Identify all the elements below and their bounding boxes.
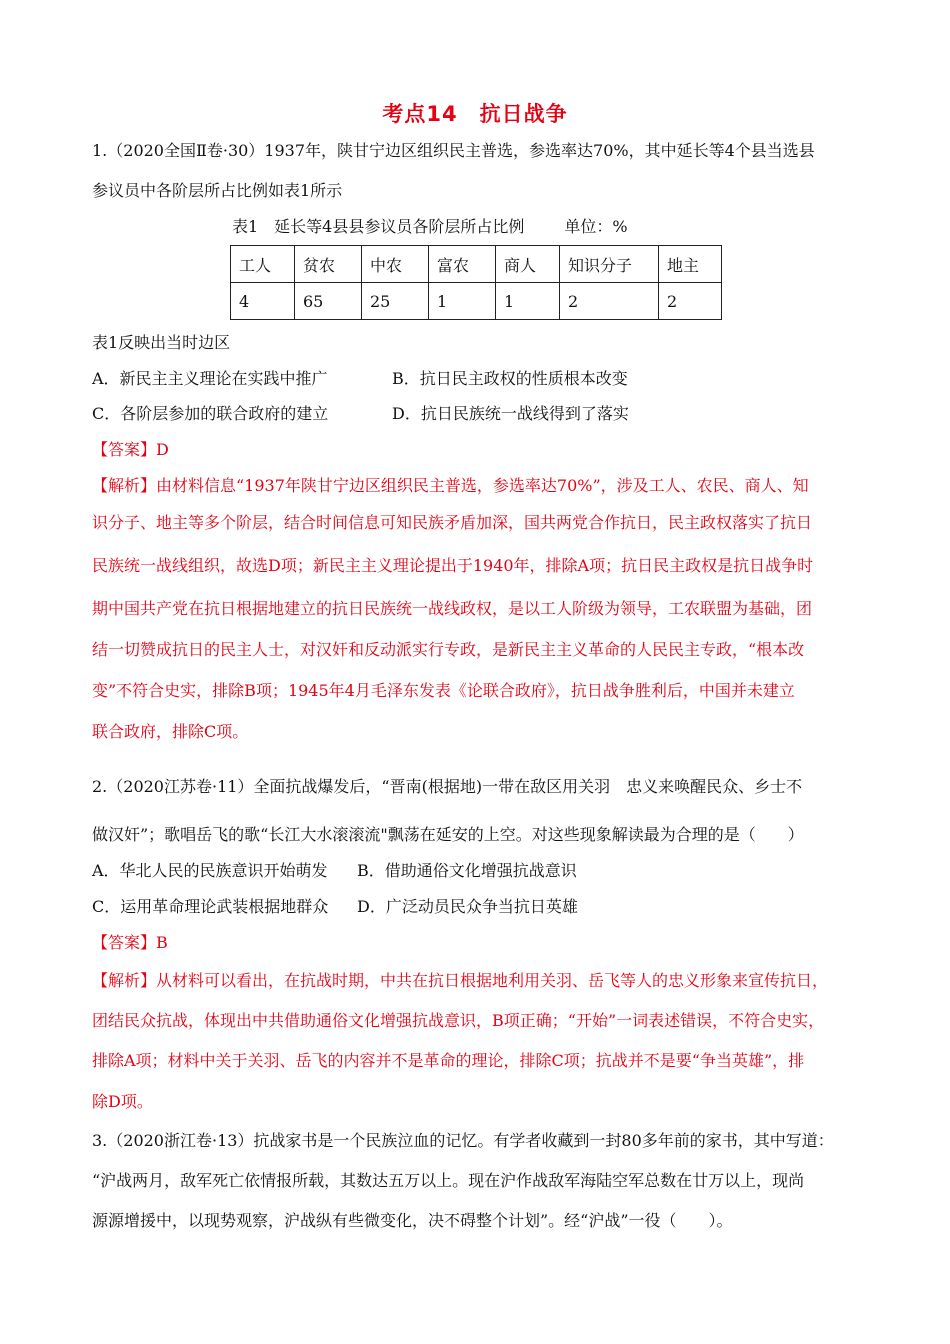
- q2-answer: 【答案】B: [92, 933, 168, 952]
- q2-option-a: A．华北人民的民族意识开始萌发: [92, 861, 328, 880]
- q1-option-d: D．抗日民族统一战线得到了落实: [392, 404, 629, 423]
- q2-analysis-line: 除D项。: [92, 1092, 153, 1111]
- q2-analysis-line: 排除A项；材料中关于关羽、岳飞的内容并不是革命的理论，排除C项；抗战并不是要“争当英雄”，排: [92, 1051, 805, 1070]
- q1-prompt: 表1反映出当时边区: [92, 333, 231, 352]
- q1-stem-line-2: 参议员中各阶层所占比例如表1所示: [92, 181, 343, 200]
- q1-analysis-line: 民族统一战线组织，故选D项；新民主主义理论提出于1940年，排除A项；抗日民主政权是抗日战争时: [92, 556, 814, 575]
- q1-stem-line-1: 1.（2020全国Ⅱ卷·30）1937年，陕甘宁边区组织民主普选，参选率达70%，其中延长等4个县当选县: [92, 141, 815, 160]
- q2-option-b: B．借助通俗文化增强抗战意识: [357, 861, 577, 880]
- table-header-cell: 商人: [496, 246, 560, 283]
- q1-options-row-1: [92, 366, 862, 389]
- q1-analysis-line: 识分子、地主等多个阶层，结合时间信息可知民族矛盾加深，国共两党合作抗日，民主政权落实了抗日: [92, 513, 813, 532]
- table-cell: 1: [496, 283, 560, 320]
- q1-analysis-line: 变”不符合史实，排除B项；1945年4月毛泽东发表《论联合政府》，抗日战争胜利后，中国并未建立: [92, 681, 795, 700]
- table-header-cell: 地主: [659, 246, 722, 283]
- table-caption-unit: 单位：%: [564, 217, 628, 236]
- table-header-cell: 知识分子: [560, 246, 659, 283]
- table-cell: 4: [231, 283, 295, 320]
- table-header-cell: 贫农: [295, 246, 362, 283]
- q1-option-b: B．抗日民主政权的性质根本改变: [392, 369, 628, 388]
- table-header-cell: 富农: [429, 246, 496, 283]
- q2-option-c: C．运用革命理论武装根据地群众: [92, 897, 329, 916]
- q1-option-c: C．各阶层参加的联合政府的建立: [92, 404, 329, 423]
- q2-analysis-line: 【解析】从材料可以看出，在抗战时期，中共在抗日根据地利用关羽、岳飞等人的忠义形象来宣传抗日，: [92, 971, 829, 990]
- table-header-cell: 工人: [231, 246, 295, 283]
- table-cell: 25: [362, 283, 429, 320]
- table-caption: [232, 214, 628, 237]
- table-cell: 1: [429, 283, 496, 320]
- q2-analysis-line: 团结民众抗战，体现出中共借助通俗文化增强抗战意识，B项正确；“开始”一词表述错误，不符合史实，: [92, 1011, 825, 1030]
- q3-stem-line: “沪战两月，敌军死亡依情报所载，其数达五万以上。现在沪作战敌军海陆空军总数在廿万以上，现尚: [92, 1171, 805, 1190]
- q1-answer: 【答案】D: [92, 440, 169, 459]
- q2-option-d: D．广泛动员民众争当抗日英雄: [357, 897, 578, 916]
- q2-options-row-2: [92, 894, 862, 917]
- q1-option-a: A．新民主主义理论在实践中推广: [92, 369, 328, 388]
- table-cell: 2: [560, 283, 659, 320]
- table-header-cell: 中农: [362, 246, 429, 283]
- page-title: 考点14 抗日战争: [382, 102, 568, 126]
- table-row: [231, 283, 722, 320]
- q3-stem-line: 3.（2020浙江卷·13）抗战家书是一个民族泣血的记忆。有学者收藏到一封80多年前的家书，其中写道：: [92, 1131, 834, 1150]
- table-header-row: [231, 246, 722, 283]
- q1-analysis-line: 期中国共产党在抗日根据地建立的抗日民族统一战线政权，是以工人阶级为领导，工农联盟为基础，团: [92, 599, 813, 618]
- q3-stem-line: 源源增援中，以现势观察，沪战纵有些微变化，决不碍整个计划”。经“沪战”一役（ ）。: [92, 1211, 733, 1230]
- q1-options-row-2: [92, 401, 862, 424]
- stratum-table: [230, 245, 722, 320]
- table-caption-title: 表1 延长等4县县参议员各阶层所占比例: [232, 217, 525, 236]
- table-cell: 65: [295, 283, 362, 320]
- q2-options-row-1: [92, 858, 862, 881]
- q2-stem-line-2: 做汉奸”；歌唱岳飞的歌“长江大水滚滚流"飘荡在延安的上空。对这些现象解读最为合理的是（ ）: [92, 825, 804, 844]
- table-cell: 2: [659, 283, 722, 320]
- q1-analysis-line: 结一切赞成抗日的民主人士，对汉奸和反动派实行专政，是新民主主义革命的人民民主专政，“根本改: [92, 640, 805, 659]
- q1-analysis-line: 联合政府，排除C项。: [92, 722, 249, 741]
- q1-analysis-line: 【解析】由材料信息“1937年陕甘宁边区组织民主普选，参选率达70%”，涉及工人、农民、商人、知: [92, 476, 809, 495]
- q2-stem-line-1: 2.（2020江苏卷·11）全面抗战爆发后，“晋南(根据地)一带在敌区用关羽 忠义来唤醒民众、乡士不: [92, 777, 803, 796]
